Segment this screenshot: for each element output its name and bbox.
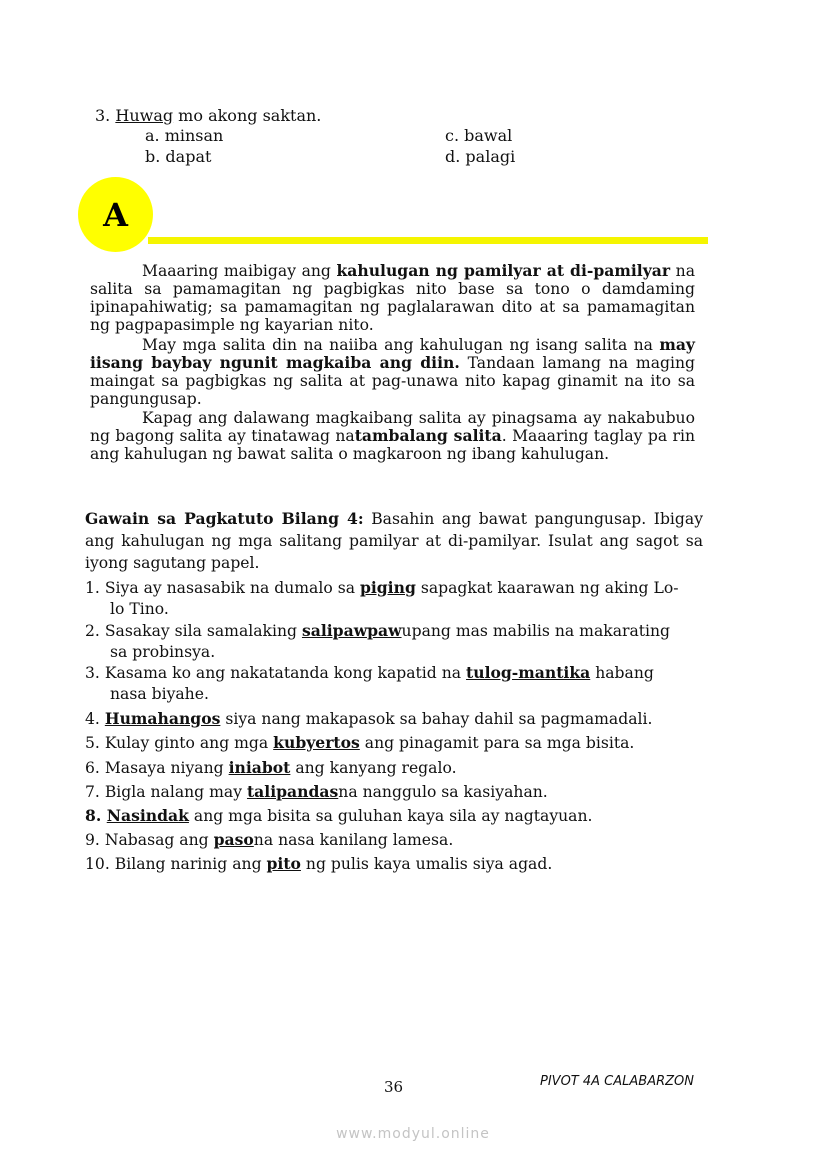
list-item: 5. Kulay ginto ang mga kubyertos ang pinagamit para sa mga bisita. [85, 733, 635, 752]
list-item: 6. Masaya niyang iniabot ang kanyang regalo. [85, 758, 457, 777]
target-word: pito [266, 854, 301, 873]
watermark: www.modyul.online [336, 1126, 490, 1142]
list-item: 4. Humahangos siya nang makapasok sa bahay dahil sa pagmamadali. [85, 709, 653, 728]
paragraph-2 [90, 336, 695, 408]
paragraph-1 [90, 262, 695, 334]
list-item: 3. Kasama ko ang nakatatanda kong kapatid na tulog-mantika habang nasa biyahe. [85, 663, 654, 703]
footer-org: PIVOT 4A CALABARZON [540, 1074, 694, 1089]
list-item: 7. Bigla nalang may talipandasna nanggulo sa kasiyahan. [85, 782, 548, 801]
list-item: 8. Nasindak ang mga bisita sa guluhan kaya sila ay nagtayuan. [85, 806, 593, 825]
option-b: b. dapat [145, 147, 212, 166]
target-word: Humahangos [104, 709, 221, 728]
page-number: 36 [384, 1078, 404, 1096]
option-d: d. palagi [445, 147, 516, 166]
activity-title: Gawain sa Pagkatuto Bilang 4: [85, 509, 364, 528]
option-a: a. minsan [145, 126, 224, 145]
section-divider-bar [148, 237, 708, 244]
activity-instructions [85, 508, 703, 574]
target-word: tulog-mantika [466, 663, 591, 682]
target-word: paso [213, 830, 254, 849]
paragraph-text: May mga salita din na naiiba ang kahulugan ng isang salita na [142, 336, 660, 354]
section-letter-badge [78, 177, 153, 252]
list-item: 2. Sasakay sila samalaking salipawpawupang mas mabilis na makarating sa probinsya. [85, 621, 671, 661]
paragraph-bold: kahulugan ng pamilyar at di-pamilyar [336, 261, 671, 280]
paragraph-3 [90, 409, 695, 463]
paragraph-text: Kapag ang dalawang magkaibang salita ay pinagsama ay nakabubuo ng bagong salita ay tinatawag na [90, 409, 695, 445]
option-c: c. bawal [445, 126, 513, 145]
target-word: kubyertos [273, 733, 360, 752]
paragraph-bold: may iisang baybay ngunit magkaiba ang diin. [90, 335, 695, 372]
list-item: 10. Bilang narinig ang pito ng pulis kaya umalis siya agad. [85, 854, 553, 873]
target-word: talipandas [246, 782, 339, 801]
target-word: piging [359, 578, 416, 597]
paragraph-text: Tandaan lamang na maging maingat sa pagbigkas ng salita at pag-unawa nito kapag ginamit na ito sa pangungusap. [90, 354, 695, 408]
list-item: 9. Nabasag ang pasona nasa kanilang lamesa. [85, 830, 454, 849]
paragraph-bold: tambalang salita [354, 426, 502, 445]
question-key-word: Huwag [115, 106, 174, 125]
section-letter: A [103, 195, 128, 234]
target-word: iniabot [228, 758, 291, 777]
paragraph-text: Maaaring maibigay ang [142, 262, 337, 280]
list-item: 1. Siya ay nasasabik na dumalo sa piging sapagkat kaarawan ng aking Lo- lo Tino. [85, 578, 679, 618]
question-text: mo akong saktan. [173, 106, 322, 125]
question-number: 3. [95, 106, 111, 125]
target-word: Nasindak [106, 806, 189, 825]
target-word: salipawpaw [301, 621, 402, 640]
paragraph-text: na salita sa pamamagitan ng pagbigkas nito base sa tono o damdaming ipinapahiwatig; sa pamamagitan ng paglalarawan dito at sa pamamagitan ng pagpapasimple ng kayarian nito. [90, 262, 695, 334]
activity-text: Basahin ang bawat pangungusap. Ibigay ang kahulugan ng mga salitang pamilyar at di-pamilyar. Isulat ang sagot sa iyong sagutang papel. [85, 510, 704, 572]
question-3 [95, 106, 321, 125]
paragraph-text: . Maaaring taglay pa rin ang kahulugan ng bawat salita o magkaroon ng ibang kahulugan. [90, 427, 695, 463]
